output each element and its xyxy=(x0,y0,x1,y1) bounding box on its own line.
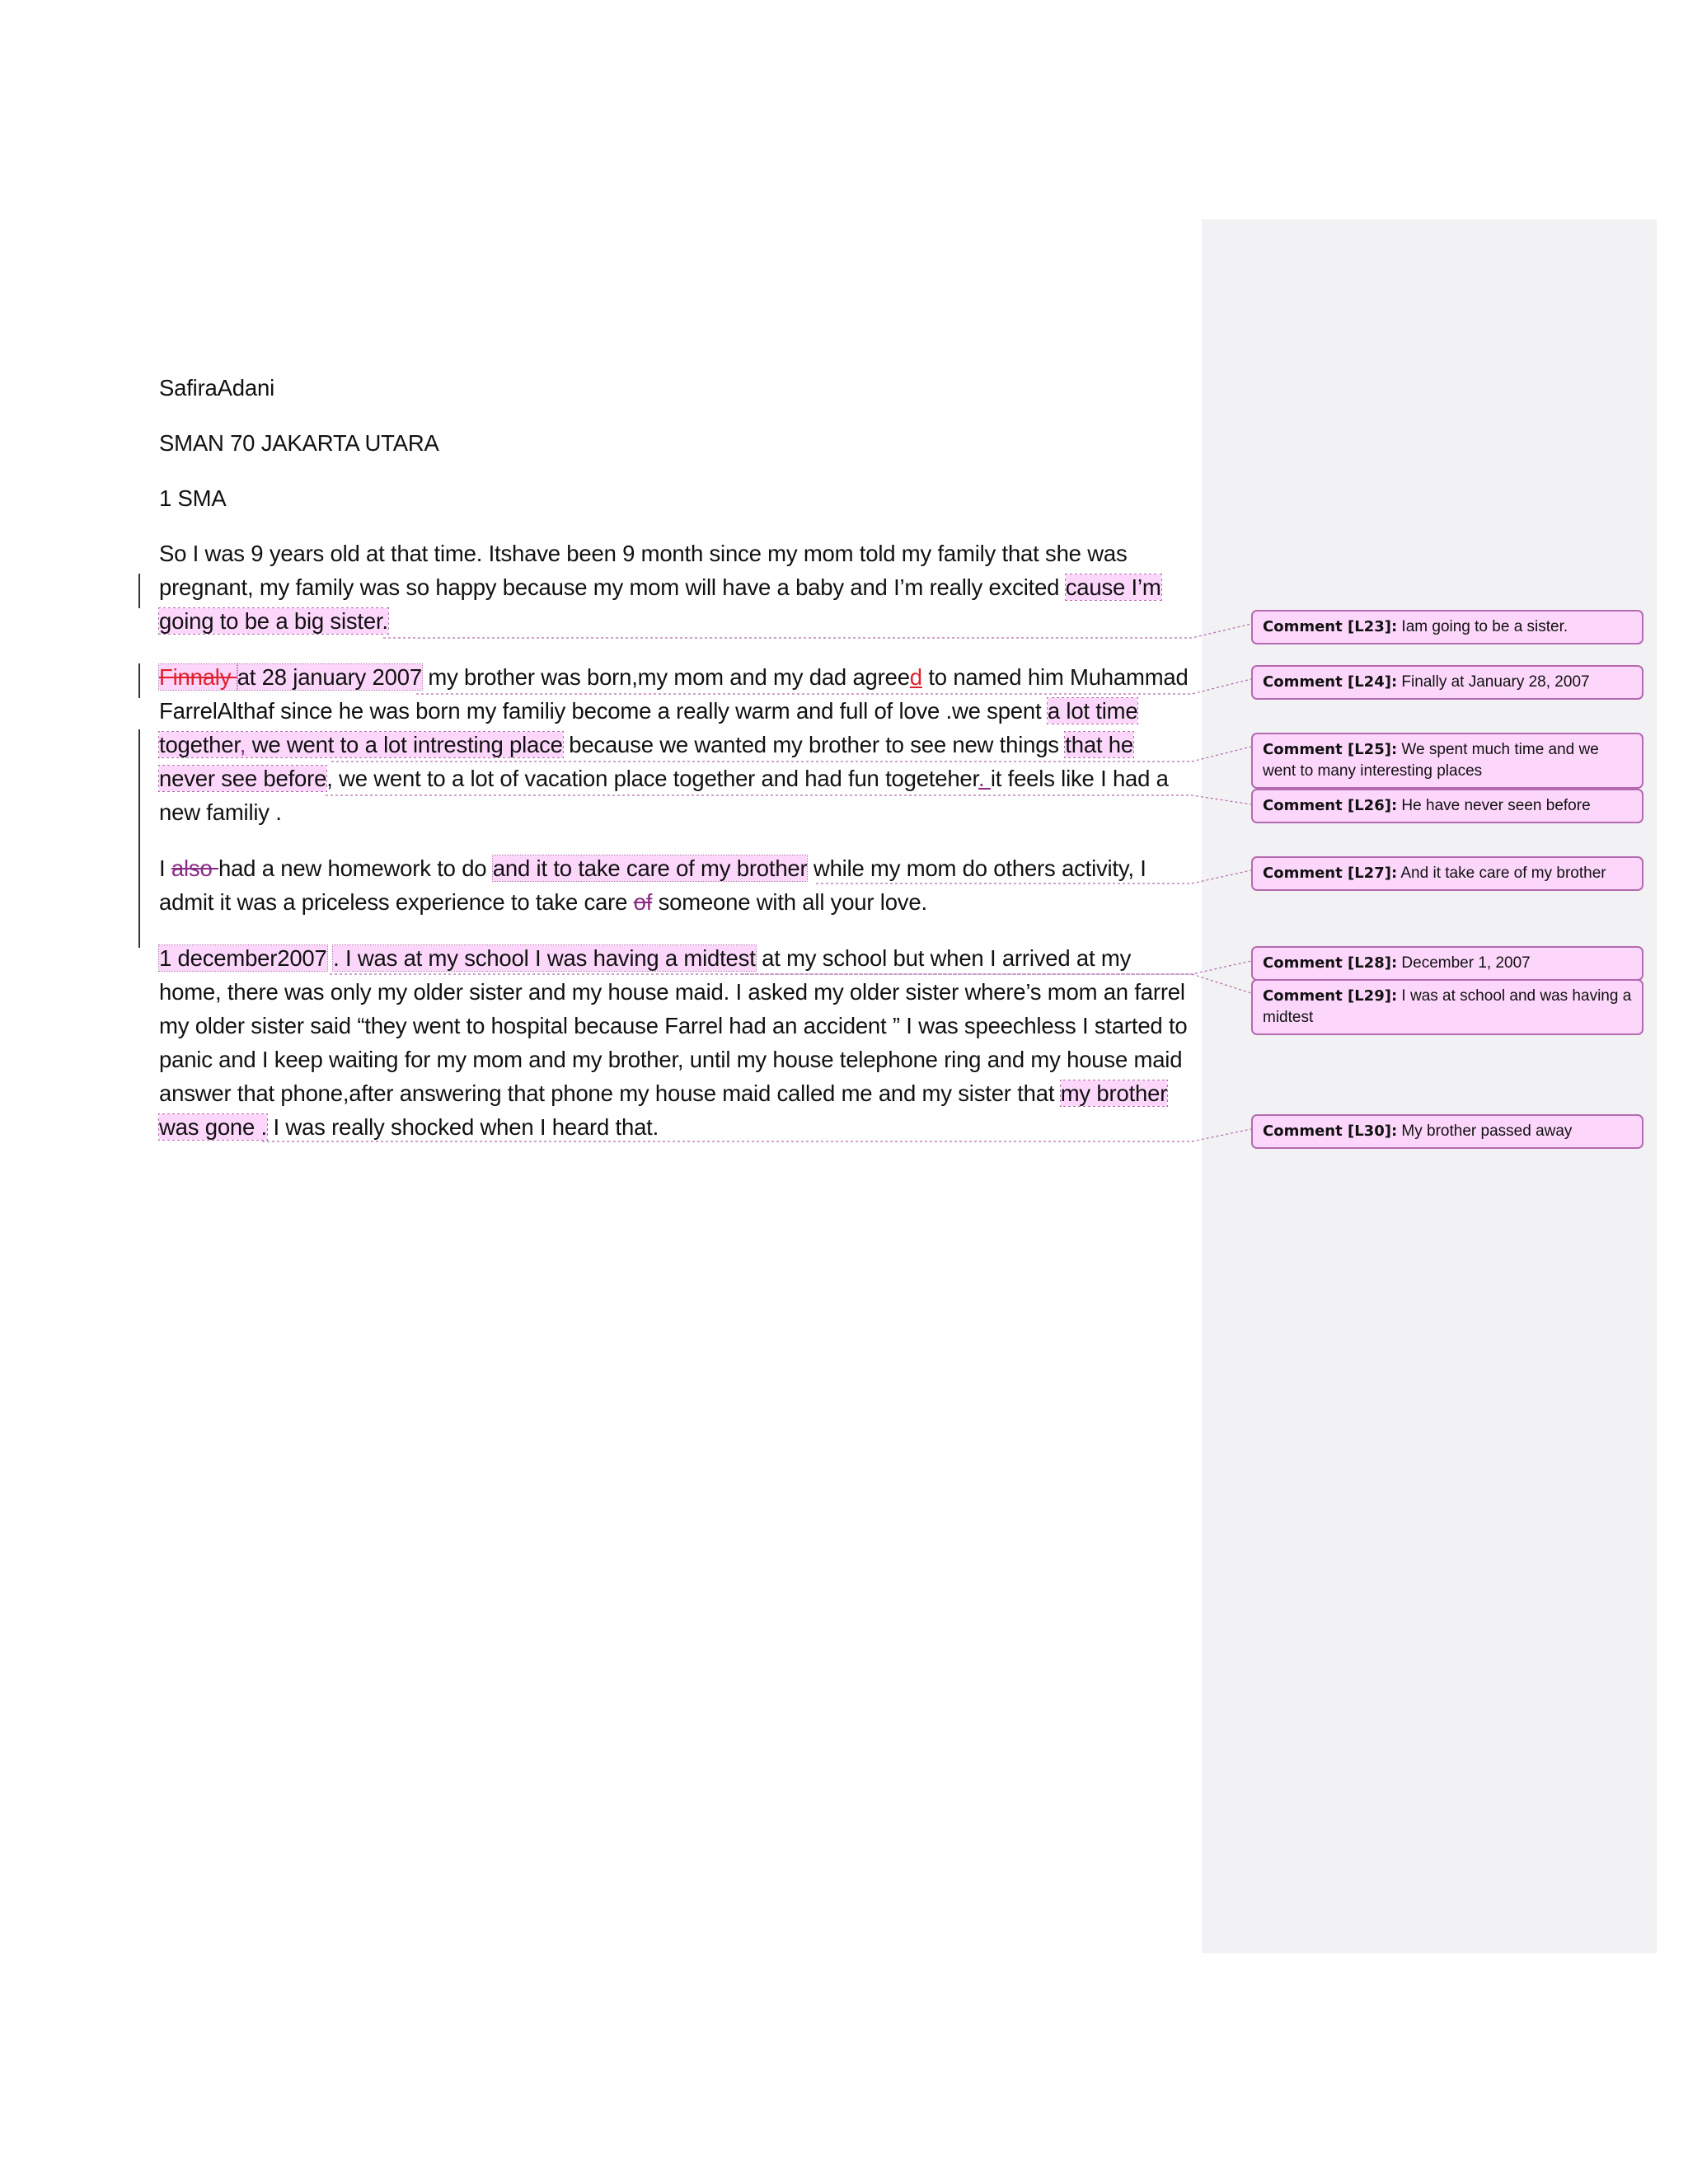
comment-label: Comment [L23]: xyxy=(1263,618,1398,635)
commented-text[interactable]: and it to take care of my brother xyxy=(492,855,808,881)
comment-text: My brother passed away xyxy=(1397,1122,1573,1140)
commented-text[interactable]: at 28 january 2007 xyxy=(237,664,422,690)
paragraph-1 xyxy=(159,537,1189,638)
comment-balloon[interactable] xyxy=(1251,856,1643,891)
text-run: So I was 9 years old at that time. Itshave been 9 month since my mom told my family that she was pregnant, my family was so happy because my mom will have a baby and I’m really excited xyxy=(159,541,1128,600)
comment-text: I was at school and was having a midtest xyxy=(1263,987,1632,1026)
author-name: SafiraAdani xyxy=(159,375,274,401)
deleted-text[interactable]: Finnaly xyxy=(159,664,237,690)
text-run: someone with all your love. xyxy=(652,889,927,915)
comment-label: Comment [L27]: xyxy=(1263,865,1398,882)
comment-label: Comment [L24]: xyxy=(1263,673,1398,691)
text-run: I xyxy=(159,855,171,881)
comment-text: Finally at January 28, 2007 xyxy=(1397,673,1590,691)
text-run: at my school but when I arrived at my home, there was only my older sister and my house maid. I asked my older sister where’s mom an farrel my older sister said “they went to hospital because Farrel had an accident ” I was speechless I started to panic and I keep waiting for my mom and my brother, until my house telephone ring and my house maid answer that phone,after answering that phone my house maid called me and my sister that xyxy=(159,945,1188,1106)
document-body xyxy=(159,371,1189,1166)
text-run: it feels like I had a new familiy . xyxy=(159,766,1169,825)
comment-label: Comment [L30]: xyxy=(1263,1122,1398,1140)
comment-label: Comment [L29]: xyxy=(1263,987,1398,1005)
comment-balloon[interactable] xyxy=(1251,946,1643,981)
inserted-text[interactable]: . xyxy=(978,766,991,791)
text-run xyxy=(327,945,333,971)
comment-label: Comment [L25]: xyxy=(1263,741,1398,758)
commented-text[interactable]: cause I’m going to be a big sister. xyxy=(159,574,1161,634)
commented-text[interactable]: 1 december2007 xyxy=(159,945,327,971)
deleted-text[interactable]: of xyxy=(633,889,653,915)
comment-text: He have never seen before xyxy=(1397,797,1591,814)
text-run: I was really shocked when I heard that. xyxy=(267,1114,659,1140)
text-run: had a new homework to do xyxy=(218,855,493,881)
paragraph-2 xyxy=(159,660,1189,829)
text-run: because we wanted my brother to see new things xyxy=(562,732,1066,757)
paragraph-3 xyxy=(159,851,1189,919)
text-run: to named him Muhammad FarrelAlthaf since he was born my familiy become a really warm and full of love .we spent xyxy=(159,664,1189,724)
inserted-text: , xyxy=(239,732,246,757)
comment-balloon[interactable] xyxy=(1251,789,1643,823)
paragraph-4 xyxy=(159,941,1189,1144)
text-run: while my mom do others activity, I admit it was a priceless experience to take care xyxy=(159,855,1146,915)
text-run: my brother was born,my mom and my dad agree xyxy=(421,664,910,690)
comment-balloon[interactable] xyxy=(1251,733,1643,789)
comment-text: And it take care of my brother xyxy=(1397,865,1606,882)
inserted-text[interactable]: d xyxy=(909,664,922,690)
comment-label: Comment [L28]: xyxy=(1263,954,1398,972)
text-run: , we went to a lot of vacation place together and had fun togeteher xyxy=(326,766,978,791)
comment-balloon[interactable] xyxy=(1251,1114,1643,1149)
comment-balloon[interactable] xyxy=(1251,610,1643,644)
comment-text: Iam going to be a sister. xyxy=(1397,618,1568,635)
deleted-text[interactable]: also xyxy=(171,855,218,881)
highlight-run: a lot time together xyxy=(159,698,1138,757)
comment-balloon[interactable] xyxy=(1251,665,1643,700)
commented-text[interactable]: . I was at my school I was having a midtest xyxy=(333,945,756,971)
comment-text: We spent much time and we went to many interesting places xyxy=(1263,741,1599,780)
comment-balloon[interactable] xyxy=(1251,979,1643,1035)
commented-text[interactable]: that he never see before xyxy=(159,732,1133,791)
grade-label: 1 SMA xyxy=(159,485,227,511)
comment-text: December 1, 2007 xyxy=(1397,954,1531,972)
highlight-run: we went to a lot intresting place xyxy=(246,732,563,757)
commented-text[interactable]: my brother was gone . xyxy=(159,1080,1168,1140)
school-name: SMAN 70 JAKARTA UTARA xyxy=(159,430,439,456)
comment-label: Comment [L26]: xyxy=(1263,797,1398,814)
